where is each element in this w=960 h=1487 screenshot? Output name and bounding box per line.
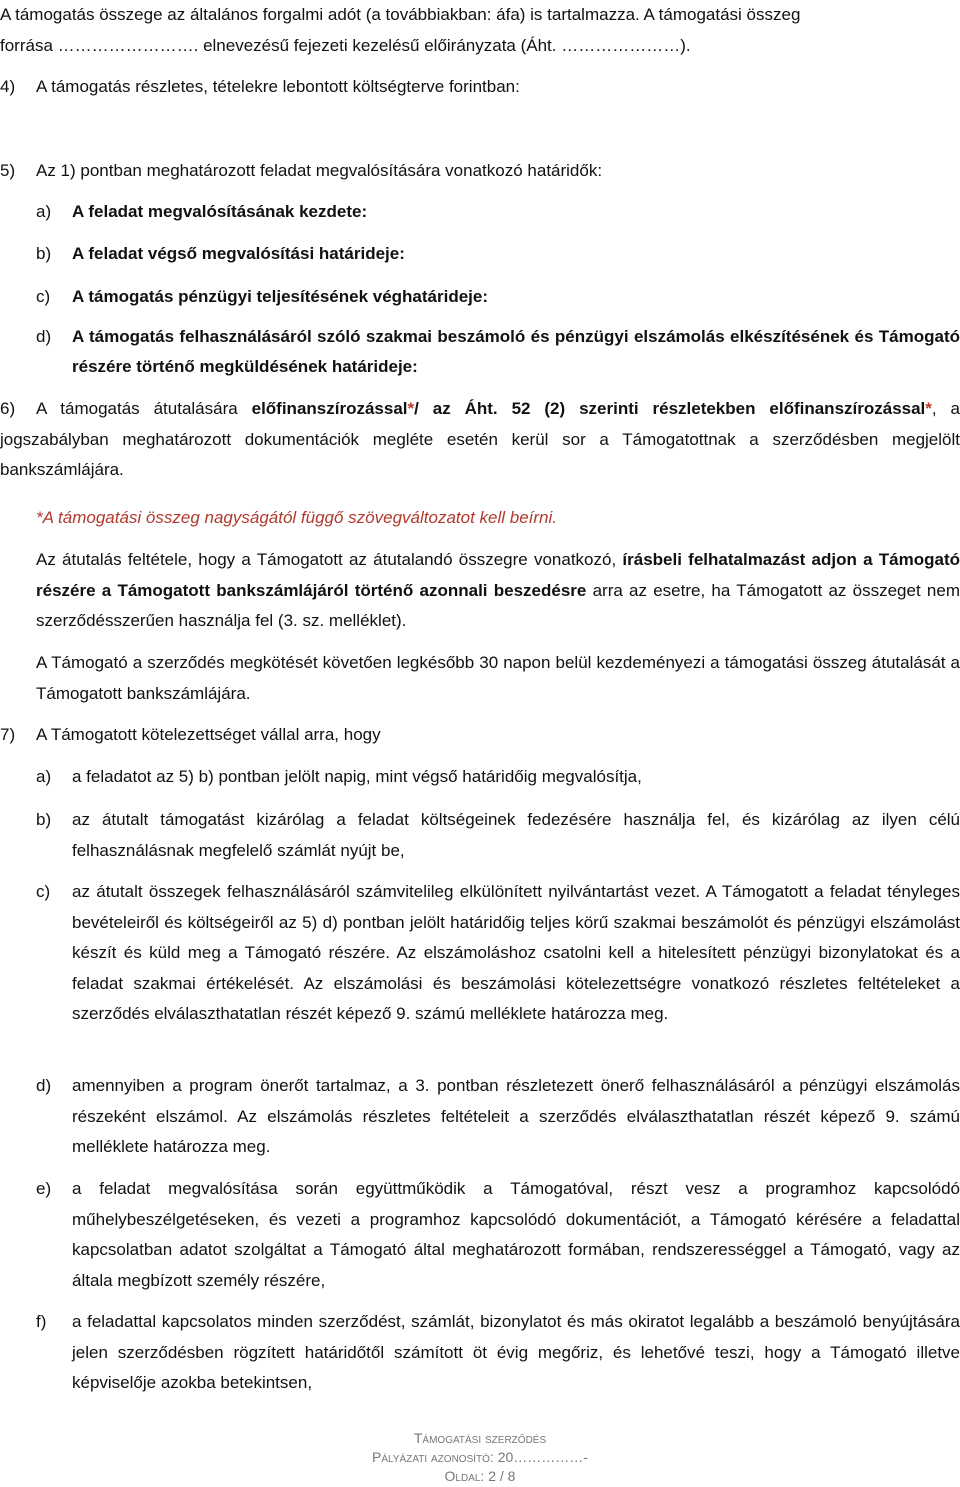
item-text: a feladatot az 5) b) pontban jelölt napig, mint végső határidőig megvalósítja, <box>72 767 642 786</box>
item-label: b) <box>36 810 52 829</box>
text-run: A támogatás átutalására <box>36 399 252 418</box>
text-run: , a jogszabályban meghatározott dokumentációk megléte esetén kerül sor a Támogatottnak a szerződésben megjelölt bankszámlájára. <box>0 399 960 479</box>
item-label: c) <box>36 882 51 901</box>
item-label: b) <box>36 244 52 263</box>
item-label: f) <box>36 1312 47 1331</box>
section-number: 5) <box>0 161 16 180</box>
item-label: a) <box>36 767 52 786</box>
page-footer <box>0 1429 960 1486</box>
section-6 <box>0 394 960 486</box>
section-7 <box>0 720 960 751</box>
item-label: c) <box>36 287 51 306</box>
obligation-item-e <box>36 1174 960 1296</box>
section-heading: A Támogatott kötelezettséget vállal arra, hogy <box>36 725 381 744</box>
text-run: arra az esetre, ha Támogatott az összeget nem szerződésszerűen használja fel (3. sz. melléklet). <box>36 580 960 630</box>
variant-note <box>36 503 960 534</box>
item-label: e) <box>36 1179 52 1198</box>
text-run: A Támogató a szerződés megkötését követően legkésőbb 30 napon belül kezdeményezi a támogatási összeg átutalását a Támogatott bankszámlájára. <box>36 653 960 703</box>
section-heading: Az 1) pontban meghatározott feladat megvalósítására vonatkozó határidők: <box>36 161 603 180</box>
item-label: a) <box>36 202 52 221</box>
transfer-timing-paragraph <box>36 648 960 709</box>
text-run: Az átutalás feltétele, hogy a Támogatott az átutalandó összegre vonatkozó, <box>36 550 623 569</box>
section-6-text <box>0 394 960 486</box>
obligation-item-b <box>36 805 960 866</box>
item-text: A feladat megvalósításának kezdete: <box>72 202 368 221</box>
obligation-item-c <box>36 877 960 1030</box>
section-number: 6) <box>0 399 16 418</box>
item-text: a feladattal kapcsolatos minden szerződést, számlát, bizonylatot és más okiratot legalább a beszámoló benyújtására jelen szerződésben rögzített határidőtől számított öt évig megőriz, és lehetővé teszi, hogy a Támogató illetve képviselője azokba betekintsen, <box>72 1312 960 1392</box>
item-text: A feladat végső megvalósítási határideje: <box>72 244 405 263</box>
item-text: A támogatás pénzügyi teljesítésének véghatárideje: <box>72 287 489 306</box>
note-text: *A támogatási összeg nagyságától függő szövegváltozatot kell beírni. <box>36 508 558 527</box>
bold-run: (2) szerinti részletekben előfinanszírozással <box>530 399 926 418</box>
transfer-condition-paragraph <box>36 545 960 637</box>
deadline-item-c <box>36 282 960 313</box>
intro-line-1: A támogatás összege az általános forgalmi adót (a továbbiakban: áfa) is tartalmazza. A támogatási összeg <box>0 5 801 24</box>
footer-application-id: Pályázati azonosító: 20……………- <box>372 1449 588 1465</box>
section-5 <box>0 156 960 187</box>
section-4 <box>0 72 960 103</box>
item-text: A támogatás felhasználásáról szóló szakmai beszámoló és pénzügyi elszámolás elkészítésének és Támogató részére történő megküldésének határideje: <box>72 327 960 376</box>
asterisk: * <box>407 399 415 418</box>
item-text: a feladat megvalósítása során együttműködik a Támogatóval, részt vesz a programhoz kapcsolódó műhelybeszélgetéseken, és vezeti a programhoz kapcsolódó dokumentációt, a Támogató kérésére a feladattal kapcsolatban adatot szolgáltat a Támogató által meghatározott formában, rendszerességgel a Támogató, vagy az általa megbízott személy részére, <box>72 1179 960 1290</box>
item-text: az átutalt összegek felhasználásáról számvitelileg elkülönített nyilvántartást vezet. A Támogatott a feladat tényleges bevételeiről és költségeiről az 5) d) pontban jelölt határidőig teljes körű szakmai beszámolót és pénzügyi elszámolást készít és küld meg a Támogató részére. Az elszámoláshoz csatolni kell a hitelesített pénzügyi bizonylatokat és a feladat szakmai értékelését. Az elszámolási és beszámolási kötelezettségre vonatkozó részletes feltételeket a szerződés elválaszthatatlan részét képező 9. számú melléklete határozza meg. <box>72 882 960 1023</box>
intro-paragraph <box>0 0 960 61</box>
intro-line-2: forrása ……………………. elnevezésű fejezeti kezelésű előirányzata (Áht. …………………). <box>0 35 691 55</box>
section-number: 4) <box>0 77 16 96</box>
footer-page-number: Oldal: 2 / 8 <box>444 1468 516 1484</box>
obligation-item-f <box>36 1307 960 1399</box>
item-text: amennyiben a program önerőt tartalmaz, a 3. pontban részletezett önerő felhasználásáról a pénzügyi elszámolás részeként elszámol. Az elszámolás részletes feltételeit a szerződés elválaszthatatlan részét képező 9. számú melléklete határozza meg. <box>72 1076 960 1156</box>
obligation-item-a <box>36 762 960 793</box>
bold-run: / az Áht. 52 <box>414 399 531 418</box>
deadline-item-b <box>36 239 960 270</box>
item-text: az átutalt támogatást kizárólag a feladat költségeinek fedezésére használja fel, és kizárólag az ilyen célú felhasználásnak megfelelő számlát nyújt be, <box>72 810 960 860</box>
section-heading: A támogatás részletes, tételekre lebontott költségterve forintban: <box>36 77 520 96</box>
deadline-item-a <box>36 197 960 228</box>
footer-title: Támogatási szerződés <box>413 1430 547 1446</box>
deadline-item-d <box>36 322 960 382</box>
asterisk: * <box>925 399 932 418</box>
section-number: 7) <box>0 725 16 744</box>
item-label: d) <box>36 327 52 346</box>
obligation-item-d <box>36 1071 960 1163</box>
bold-run: előfinanszírozással <box>251 399 408 418</box>
bold-run: írásbeli felhatalmazást adjon a Támogató részére a Támogatott bankszámlájáról történő azonnali beszedésre <box>36 550 960 600</box>
item-label: d) <box>36 1076 52 1095</box>
